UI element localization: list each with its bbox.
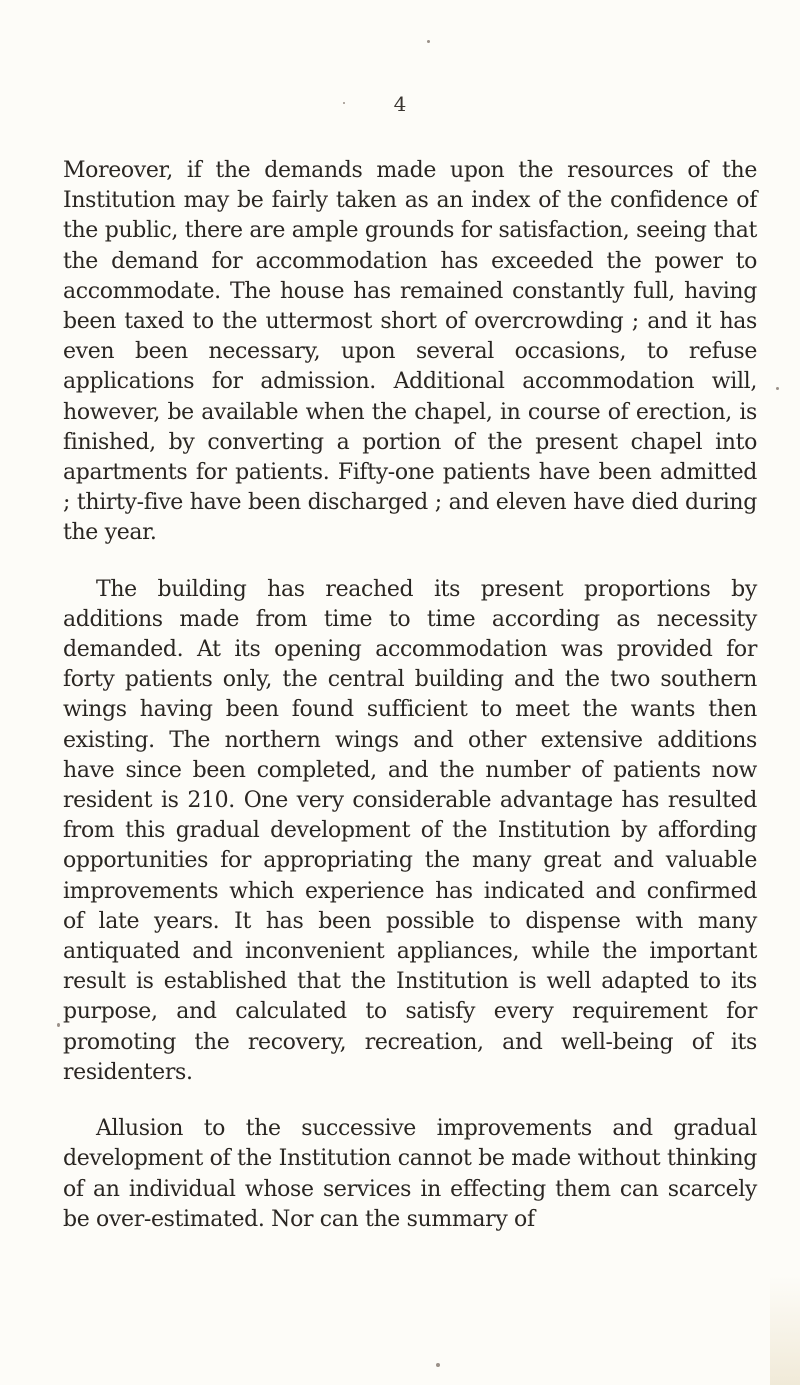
paragraph: Moreover, if the demands made upon the resources of the Institution may be fairly taken as an index of the confidence of the public, there are ample grounds for satisfaction, seeing that the demand for accommodation has exceeded the power to accommodate. The house has remained constantly full, having been taxed to the uttermost short of overcrowding ; and it has even been necessary, upon several occasions, to refuse applications for admission. Additional accommodation will, however, be available when the chapel, in course of erection, is finished, by converting a portion of the present chapel into apartments for patients. Fifty-one patients have been admitted ; thirty-five have been discharged ; and eleven have died during the year. <box>63 158 757 546</box>
paper-speck <box>57 1023 60 1027</box>
paragraph: Allusion to the successive improvements and gradual development of the Institution cannot be made without thinking of an individual whose services in effecting them can scarcely be over-estimated. Nor can the summary of <box>63 1116 757 1232</box>
body-text <box>63 156 757 1235</box>
paper-speck <box>436 1363 440 1367</box>
page-number: 4 <box>393 92 407 116</box>
paper-stain <box>770 1275 800 1385</box>
paper-speck <box>776 387 779 390</box>
paper-speck <box>427 40 430 43</box>
paragraph: The building has reached its present proportions by additions made from time to time according as necessity demanded. At its opening accommodation was provided for forty patients only, the central building and the two southern wings having been found sufficient to meet the wants then existing. The northern wings and other extensive additions have since been completed, and the number of patients now resident is 210. One very considerable advantage has resulted from this gradual development of the Institution by affording opportunities for appropriating the many great and valuable improvements which experience has indicated and confirmed of late years. It has been possible to dispense with many antiquated and inconvenient appliances, while the important result is established that the Institution is well adapted to its purpose, and calculated to satisfy every requirement for promoting the recovery, recreation, and well-being of its residenters. <box>63 576 757 1085</box>
